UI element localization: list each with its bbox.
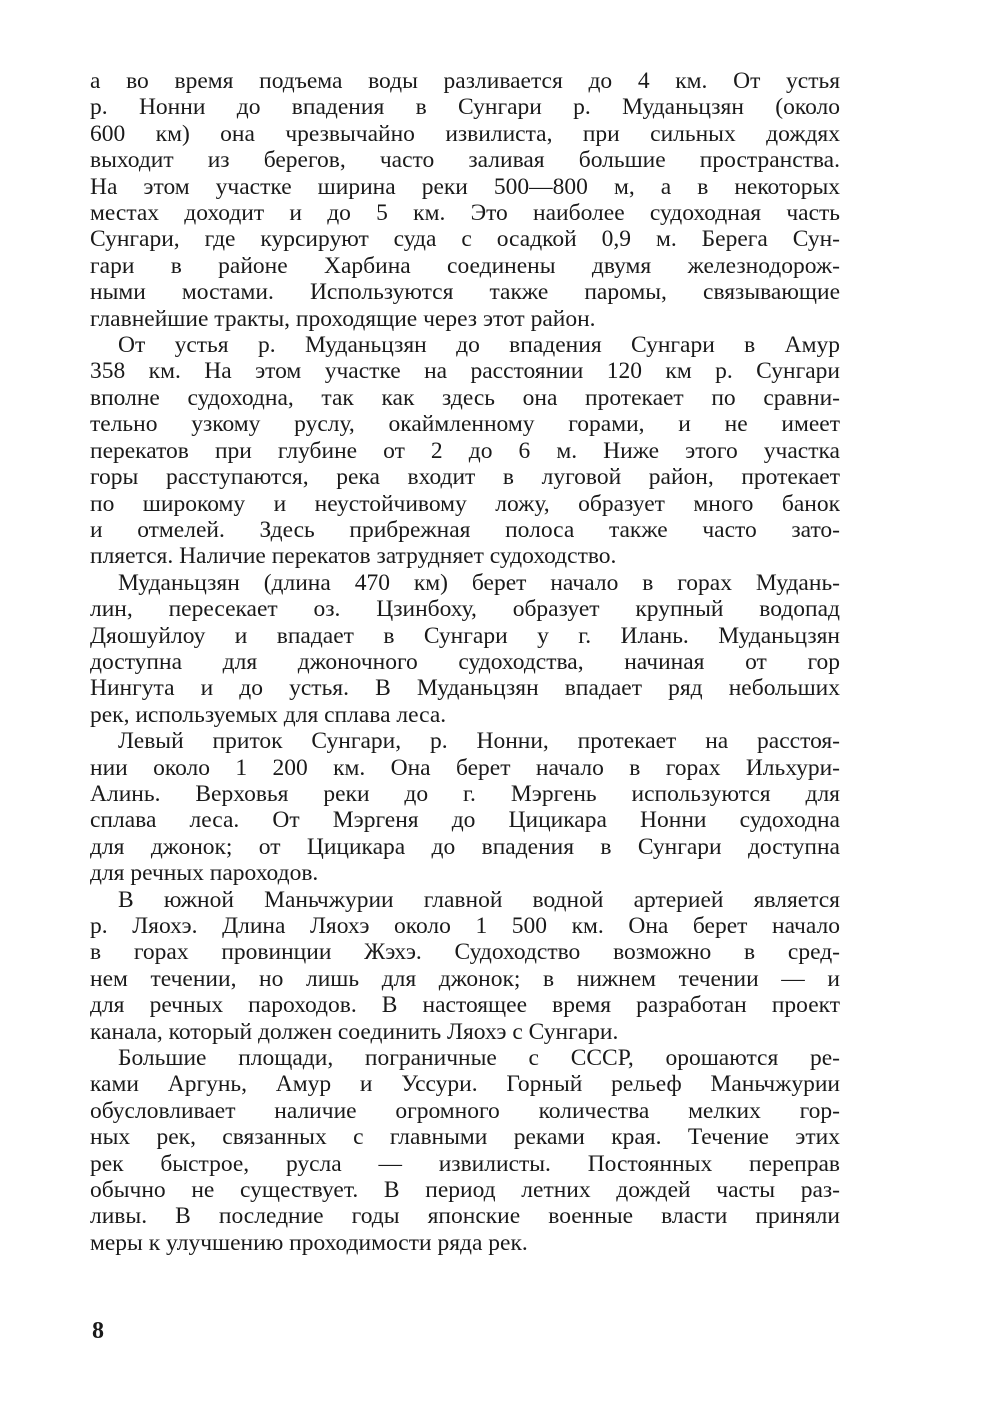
text-line: лин, пересекает оз. Цзинбоху, образует крупный водопад xyxy=(90,596,840,623)
paragraph-2 xyxy=(90,332,840,570)
text-line: в горах провинции Жэхэ. Судоходство возможно в сред- xyxy=(90,939,840,966)
text-line: Муданьцзян (длина 470 км) берет начало в горах Мудань- xyxy=(118,569,840,596)
text-line: пляется. Наличие перекатов затрудняет судоходство. xyxy=(90,543,617,570)
text-line: доступна для джоночного судоходства, начиная от гор xyxy=(90,648,840,675)
text-line: меры к улучшению проходимости ряда рек. xyxy=(90,1229,528,1256)
text-line: ными мостами. Используются также паромы, связывающие xyxy=(90,279,840,306)
text-line: выходит из берегов, часто заливая большие пространства. xyxy=(90,147,840,174)
page-number: 8 xyxy=(92,1318,104,1344)
text-line: На этом участке ширина реки 500—800 м, а в некоторых xyxy=(90,173,840,200)
text-line: тельно узкому руслу, окаймленному горами, и не имеет xyxy=(90,411,840,438)
text-line: р. Нонни до впадения в Сунгари р. Муданьцзян (около xyxy=(90,94,840,121)
text-line: местах доходит и до 5 км. Это наиболее судоходная часть xyxy=(90,200,840,227)
text-line: 358 км. На этом участке на расстоянии 120 км р. Сунгари xyxy=(90,358,840,385)
paragraph-6 xyxy=(90,1045,840,1256)
text-line: рек, используемых для сплава леса. xyxy=(90,701,447,728)
text-line: главнейшие тракты, проходящие через этот район. xyxy=(90,305,596,332)
text-line: Сунгари, где курсируют суда с осадкой 0,9 м. Берега Сун- xyxy=(90,226,840,253)
page-body xyxy=(90,68,840,1256)
paragraph-3 xyxy=(90,570,840,728)
text-line: обусловливает наличие огромного количества мелких гор- xyxy=(90,1097,840,1124)
text-line: по широкому и неустойчивому ложу, образует много банок xyxy=(90,490,840,517)
text-line: Нингута и до устья. В Муданьцзян впадает ряд небольших xyxy=(90,675,840,702)
text-line: От устья р. Муданьцзян до впадения Сунгари в Амур xyxy=(118,332,840,359)
text-line: В южной Маньчжурии главной водной артерией является xyxy=(118,886,840,913)
text-line: и отмелей. Здесь прибрежная полоса также часто зато- xyxy=(90,516,840,543)
text-line: Большие площади, пограничные с СССР, орошаются ре- xyxy=(118,1045,840,1072)
text-line: канала, который должен соединить Ляохэ с Сунгари. xyxy=(90,1018,619,1045)
paragraph-5 xyxy=(90,887,840,1045)
text-line: перекатов при глубине от 2 до 6 м. Ниже этого участка xyxy=(90,437,840,464)
text-line: ных рек, связанных с главными реками края. Течение этих xyxy=(90,1124,840,1151)
text-line: ками Аргунь, Амур и Уссури. Горный рельеф Маньчжурии xyxy=(90,1071,840,1098)
text-line: Дяошуйлоу и впадает в Сунгари у г. Илань. Муданьцзян xyxy=(90,622,840,649)
text-line: а во время подъема воды разливается до 4 км. От устья xyxy=(90,68,840,94)
text-line: гари в районе Харбина соединены двумя железнодорож- xyxy=(90,252,840,279)
paragraph-1 xyxy=(90,68,840,332)
paragraph-4 xyxy=(90,728,840,886)
text-line: сплава леса. От Мэргеня до Цицикара Нонни судоходна xyxy=(90,807,840,834)
text-line: р. Ляохэ. Длина Ляохэ около 1 500 км. Она берет начало xyxy=(90,913,840,939)
text-line: нии около 1 200 км. Она берет начало в горах Ильхури- xyxy=(90,754,840,781)
text-line: для речных пароходов. В настоящее время разработан проект xyxy=(90,992,840,1019)
text-line: обычно не существует. В период летних дождей часты раз- xyxy=(90,1177,840,1204)
text-line: Алинь. Верховья реки до г. Мэргень используются для xyxy=(90,780,840,807)
text-line: Левый приток Сунгари, р. Нонни, протекает на расстоя- xyxy=(118,728,840,755)
text-line: нем течении, но лишь для джонок; в нижнем течении — и xyxy=(90,965,840,992)
text-line: 600 км) она чрезвычайно извилиста, при сильных дождях xyxy=(90,120,840,147)
text-line: горы расступаются, река входит в луговой район, протекает xyxy=(90,464,840,491)
text-line: рек быстрое, русла — извилисты. Постоянных переправ xyxy=(90,1150,840,1177)
text-line: для джонок; от Цицикара до впадения в Сунгари доступна xyxy=(90,833,840,860)
text-line: вполне судоходна, так как здесь она протекает по сравни- xyxy=(90,384,840,411)
text-line: для речных пароходов. xyxy=(90,860,319,887)
text-line: ливы. В последние годы японские военные власти приняли xyxy=(90,1203,840,1230)
